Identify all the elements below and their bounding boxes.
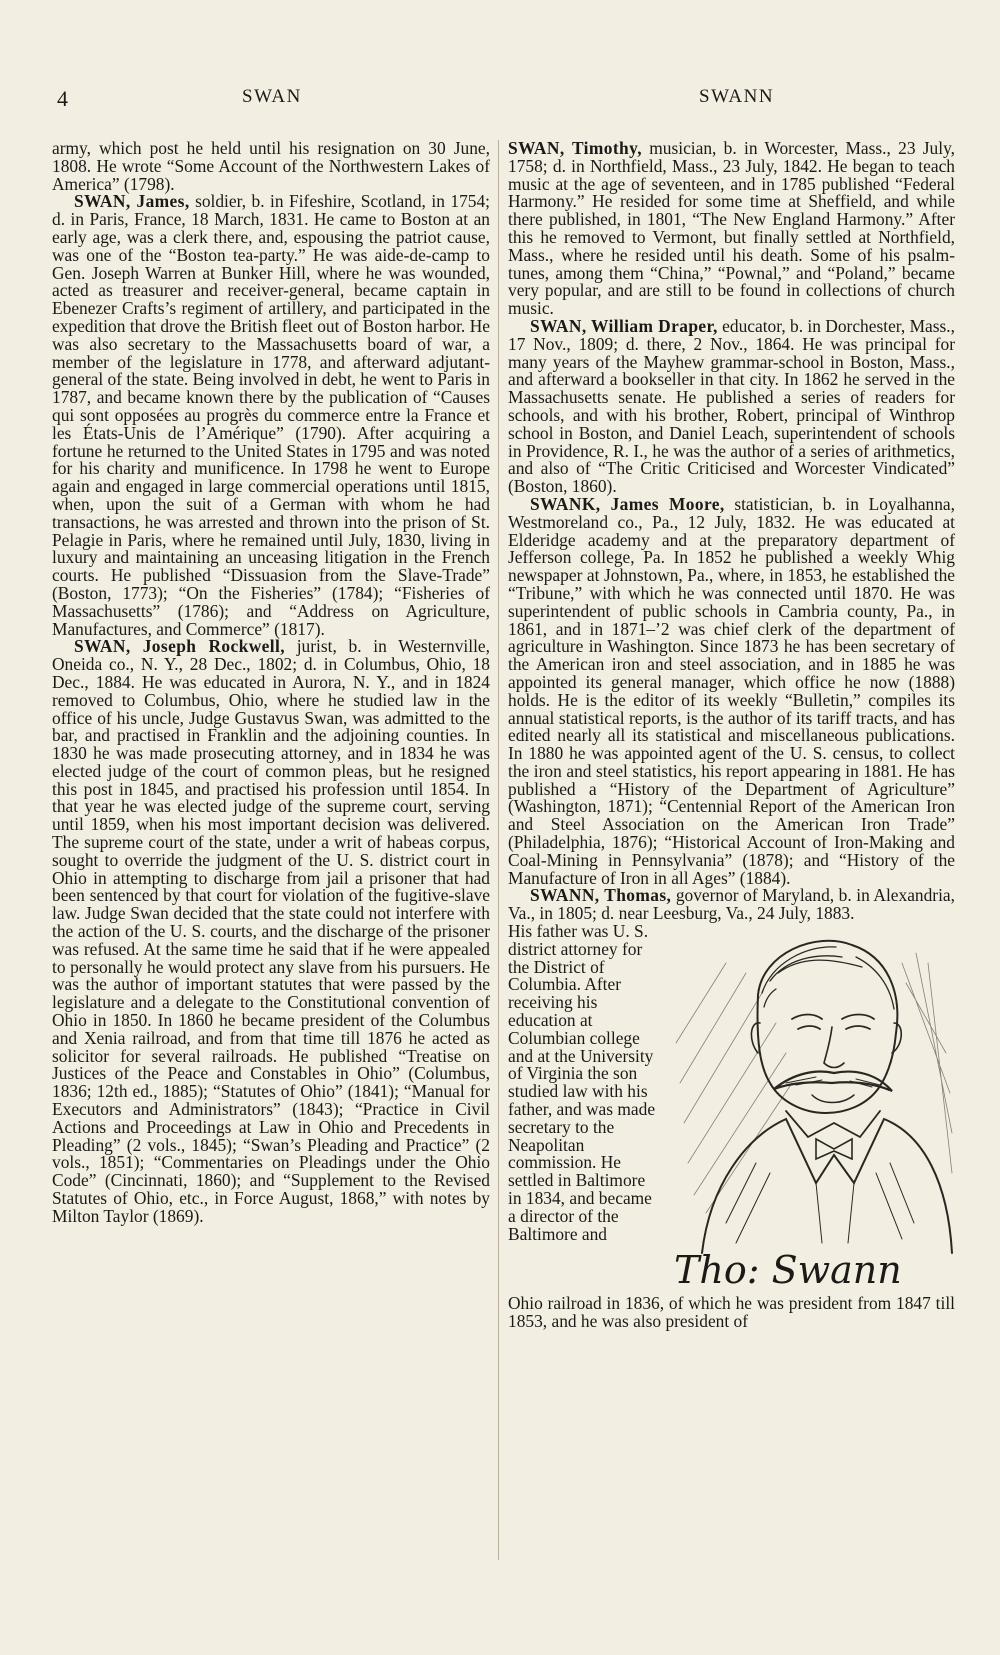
entry-headword: SWAN, Timothy, [508,138,642,158]
entry-swank-james-moore [508,493,956,888]
entry-swann-thomas [508,887,955,923]
entry-headword: SWAN, Joseph Rockwell, [74,636,285,657]
left-running-heading: SWAN [242,86,302,107]
entry-swan-timothy [508,140,955,318]
portrait-signature: Tho: Swann [674,1248,902,1293]
entry-headword: SWANK, James Moore, [530,493,725,514]
portrait-eyes [792,1015,874,1030]
entry-continuation [52,140,490,193]
entry-swan-william-draper [508,315,955,497]
entry-swan-james [52,193,490,638]
column-divider [498,140,499,1560]
entry-headword: SWAN, William Draper, [530,315,718,336]
entry-text: soldier, b. in Fifeshire, Scotland, in 1754; d. in Paris, France, 18 March, 1831. He came to Boston at an early age, was a clerk there, and, espousing the patriot cause, was one of the “Boston tea-party.” He was aide-de-camp to Gen. Joseph Warren at Bunker Hill, where he was wounded, acted as treasurer and receiver-general, became captain in Ebenezer Crafts’s regiment of artillery, and participated in the expedition that drove the British fleet out of Boston harbor. He was also secretary to the Massachusetts board of war, a member of the legislature in 1778, and afterward adjutant-general of the state. Being involved in debt, he went to Paris in 1787, and became known there by the publication of “Causes qui sont opposées au progrès du commerce entre la France et les États-Unis de l’Amérique” (1790). After acquiring a fortune he returned to the United States in 1795 and was noted for his charity and munificence. In 1798 he went to Europe again and engaged in large commercial operations until 1815, when, upon the suit of a German with whom he had transactions, he was arrested and thrown into the prison of St. Pelagie in Paris, where he remained until July, 1830, living in luxury and maintaining an unceasing litigation in the French courts. He published “Dissuasion from the Slave-Trade” (Boston, 1773); “On the Fisheries” (1784); “Fisheries of Massachusetts” (1786); and “Address on Agriculture, Manufactures, and Commerce” (1817). [52,191,490,639]
entry-headword: SWANN, Thomas, [530,885,672,906]
entry-text: army, which post he held until his resignation on 30 June, 1808. He wrote “Some Account of the Northwestern Lakes of America” (1798). [52,138,490,194]
running-head [0,86,1000,114]
portrait-engraving [666,923,956,1295]
entry-text: statistician, b. in Loyalhanna, Westmoreland co., Pa., 12 July, 1832. He was educated at Elderidge academy and at the preparatory department of Jefferson college, Pa. In 1852 he published a weekly Whig newspaper at Johnstown, Pa., where, in 1853, he established the “Tribune,” with which he was connected until 1870. He was superintendent of public schools in Cambria county, Pa., in 1861, and in 1871–’2 was chief clerk of the department of agriculture in Washington. Since 1873 he has been secretary of the American iron and steel association, and in 1885 he was appointed its general manager, which office he now (1888) holds. He is the editor of its weekly “Bulletin,” compiles its annual statistical reports, is the author of its tariff tracts, and has edited nearly all its statistical and miscellaneous publications. In 1880 he was appointed agent of the U. S. census, to collect the iron and steel statistics, his report appearing in 1881. He has published a “History of the Department of Agriculture” (Washington, 1871); “Centennial Report of the American Iron and Steel Association on the American Iron Trade” (Philadelphia, 1876); “Historical Account of Iron-Making and Coal-Mining in Pennsylvania” (1878); and “History of the Manufacture of Iron in all Ages” (1884). [508,493,956,888]
entry-text: musician, b. in Worcester, Mass., 23 July, 1758; d. in Northfield, Mass., 23 July, 1842. He began to teach music at the age of seventeen, and in 1785 published “Federal Harmony.” He resided for some time at Sheffield, and while there published, in 1801, “The New England Harmony.” After this he removed to Vermont, but finally settled at Northfield, Mass., where he resided until his death. Some of his psalm-tunes, among them “China,” “Pownal,” and “Poland,” became very popular, and are still to be found in collections of church music. [508,138,955,319]
text-beside-portrait [508,923,658,1295]
entry-text: educator, b. in Dorchester, Mass., 17 Nov., 1809; d. there, 2 Nov., 1864. He was principal for many years of the Mayhew grammar-school in Boston, Mass., and afterward a bookseller in that city. In 1862 he served in the Massachusetts senate. He published a series of readers for schools, and with his brother, Robert, principal of Winthrop school in Boston, and Daniel Leach, superintendent of schools in Providence, R. I., he was the author of a series of arithmetics, and also of “The Critic Criticised and Worcester Vindicated” (Boston, 1860). [508,315,955,497]
right-column [508,140,955,1570]
portrait-block [508,923,955,1295]
entry-text: jurist, b. in Westernville, Oneida co., N. Y., 28 Dec., 1802; d. in Columbus, Ohio, 18 Dec., 1884. He was educated in Aurora, N. Y., and in 1824 removed to Columbus, Ohio, where he studied law in the office of his uncle, Judge Gustavus Swan, was admitted to the bar, and practised in Franklin and the adjoining counties. In 1830 he was made prosecuting attorney, and in 1834 he was elected judge of the court of common pleas, but he resigned this post in 1845, and practised his profession until 1854. In that year he was elected judge of the supreme court, serving until 1859, when his most important decision was delivered. The supreme court of the state, under a writ of habeas corpus, sought to override the judgment of the U. S. district court in Ohio in attempting to discharge from jail a prisoner that had been sentenced by that court for violation of the fugitive-slave law. Judge Swan decided that the state could not interfere with the action of the U. S. courts, and the discharge of the prisoner was refused. At the same time he said that if he were appealed to personally he would protect any slave from his pursuers. He was the author of important statutes that were passed by the legislature and a delegate to the Constitutional convention of Ohio in 1850. In 1860 he became president of the Columbus and Xenia railroad, and from that time till 1876 he acted as solicitor for several railroads. He published “Treatise on Justices of the Peace and Constables in Ohio” (Columbus, 1836; 12th ed., 1885); “Statutes of Ohio” (1841); “Manual for Executors and Administrators” (1843); “Practice in Civil Actions and Proceedings at Law in Ohio and Precedents in Pleading” (2 vols., 1845); “Swan’s Pleading and Practice” (2 vols., 1851); “Commentaries on Pleadings under the Ohio Code” (Cincinnati, 1860); and “Supplement to the Revised Statutes of Ohio, etc., in Force August, 1868,” with notes by Milton Taylor (1869). [52,636,490,1226]
text-after-portrait [508,1295,955,1331]
portrait-coat [702,1119,952,1253]
entry-text: His father was U. S. district attorney for the District of Columbia. After receiving his education at Columbian college and at the University of Virginia the son studied law with his father, and was made secretary to the Neapolitan commission. He settled in Baltimore in 1834, and became a director of the Baltimore and [508,921,656,1244]
portrait-collar [786,1111,880,1137]
left-column [52,140,490,1560]
entry-headword: SWAN, James, [74,191,190,212]
portrait-mustache [774,1072,892,1091]
right-running-heading: SWANN [699,86,775,107]
page-number: 4 [57,86,70,111]
entry-text: governor of Maryland, b. in Alexandria, Va., in 1805; d. near Leesburg, Va., 24 July, 1883. [508,885,955,924]
entry-swan-joseph-rockwell [52,638,490,1225]
entry-text: Ohio railroad in 1836, of which he was president from 1847 till 1853, and he was also president of [508,1293,955,1331]
